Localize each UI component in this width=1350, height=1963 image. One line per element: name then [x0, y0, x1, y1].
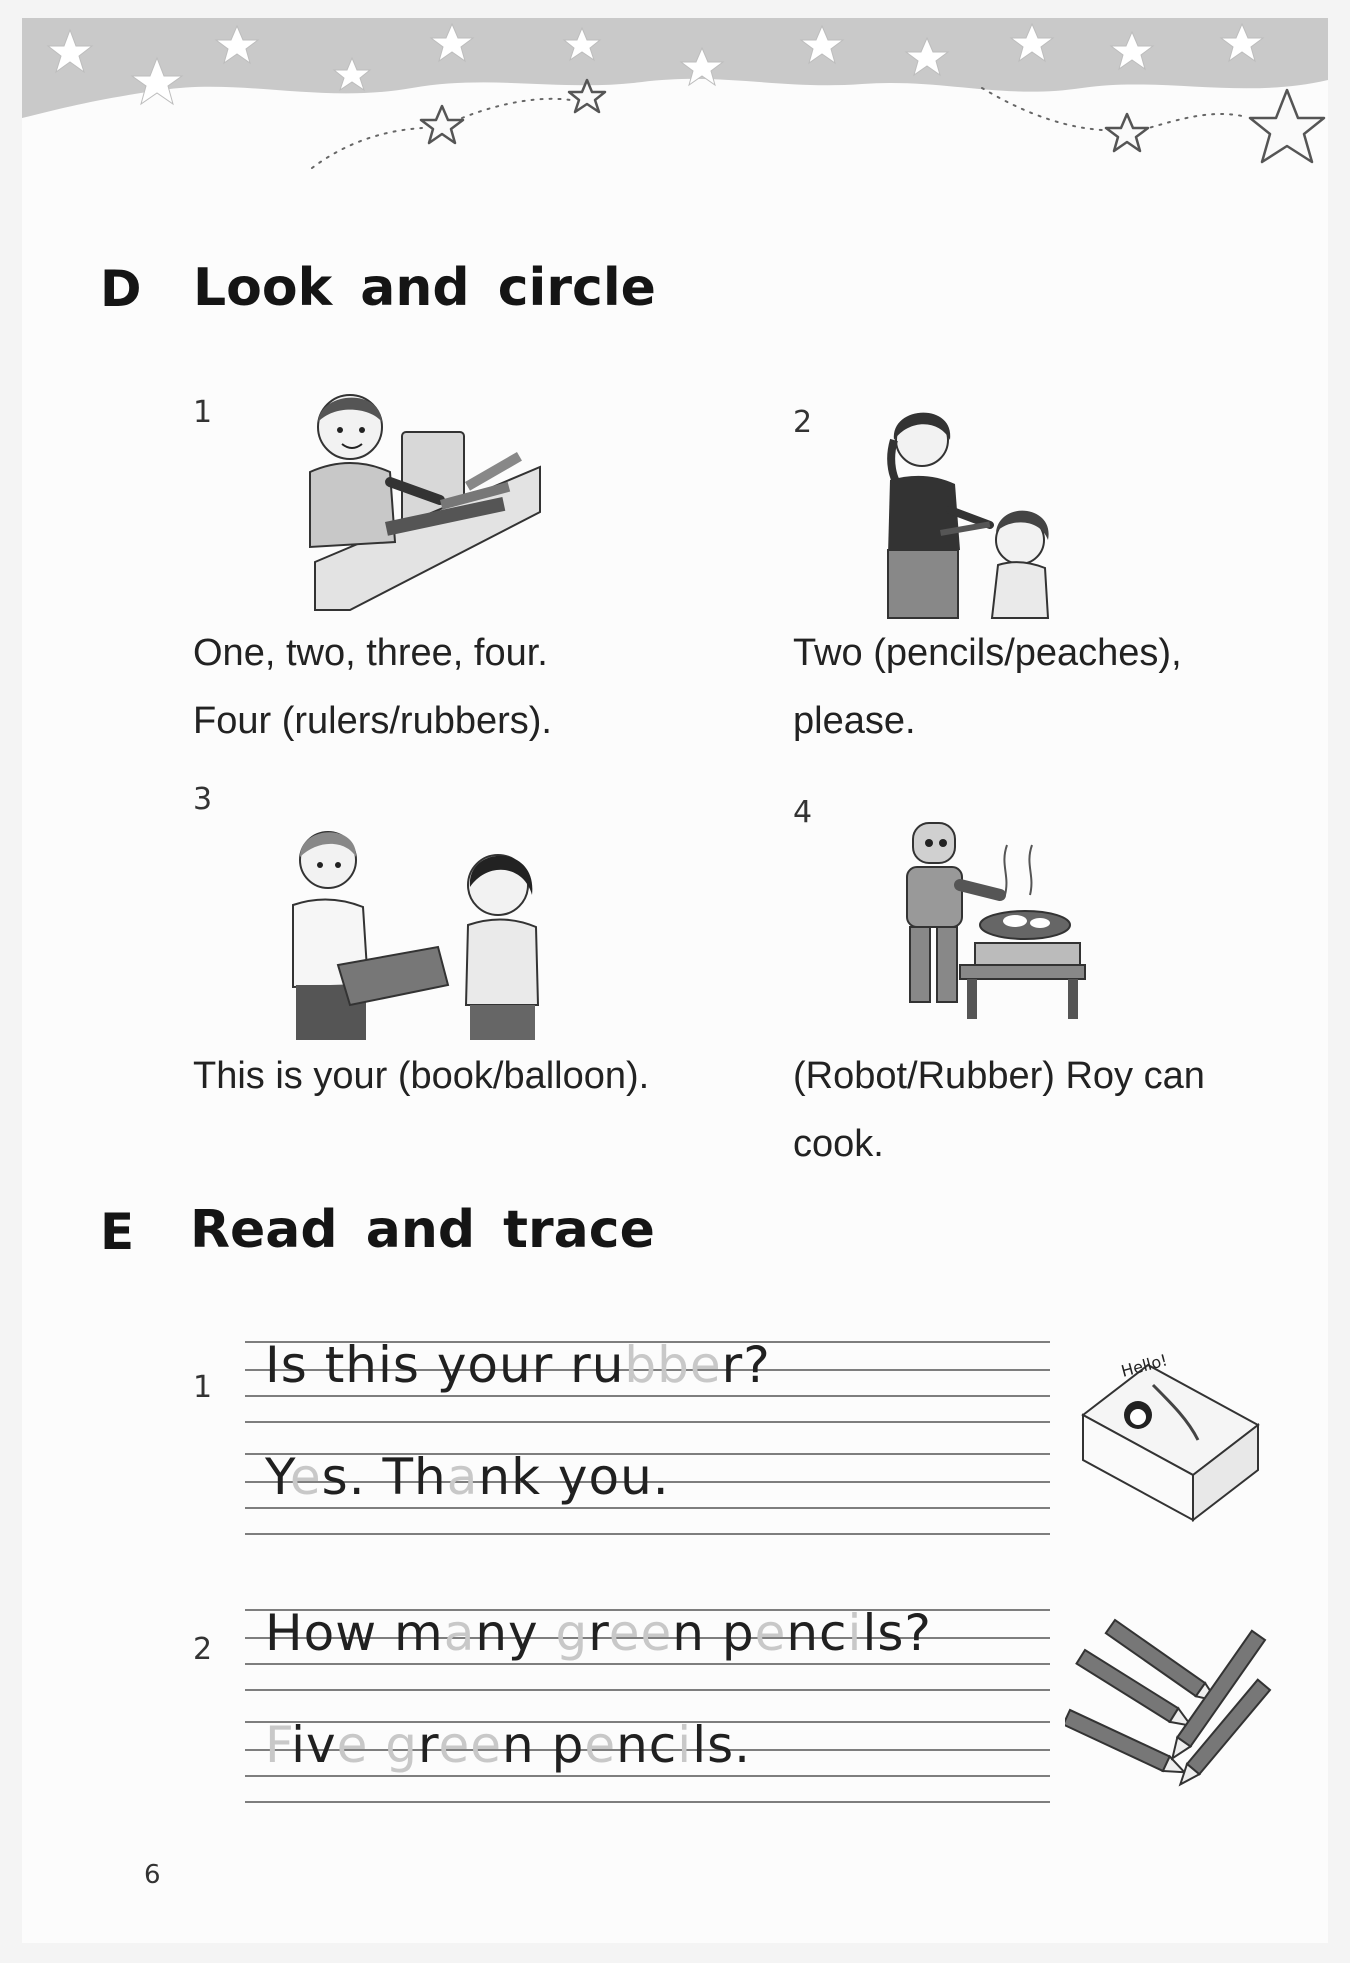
section-title-look-and-circle: Look and circle	[193, 258, 656, 318]
girl-counting-rulers-illustration	[290, 372, 545, 612]
star-outline-icon	[1106, 114, 1148, 151]
item-2-line-2: please.	[793, 700, 916, 742]
printed-letters: ls.	[692, 1716, 752, 1774]
green-pencils-illustration	[1065, 1610, 1275, 1810]
trace-block-2	[245, 1604, 1050, 1808]
star-banner	[22, 18, 1328, 198]
printed-letters: n p	[502, 1716, 585, 1774]
robot-cooking-illustration	[885, 815, 1090, 1025]
printed-letters: ls?	[862, 1604, 932, 1662]
printed-letters: ny	[475, 1604, 556, 1662]
printed-letters: r	[418, 1716, 439, 1774]
faded-trace-letters: ee	[608, 1604, 673, 1662]
faded-trace-letters: F	[265, 1716, 292, 1774]
printed-letters: iv	[291, 1716, 337, 1774]
faded-trace-letters: g	[555, 1604, 589, 1662]
printed-letters: Y	[265, 1448, 290, 1506]
item-2-line-1: Two (pencils/peaches),	[793, 632, 1182, 674]
item-1-line-2: Four (rulers/rubbers).	[193, 700, 552, 742]
eraser-label: Hello!	[1119, 1350, 1170, 1381]
faded-trace-letters: e	[289, 1448, 322, 1506]
printed-letters: r	[588, 1604, 609, 1662]
faded-trace-letters: bbe	[624, 1336, 722, 1394]
item-number: 1	[193, 1370, 213, 1405]
printed-letters: s. Th	[321, 1448, 447, 1506]
printed-letters: Is this your ru	[265, 1336, 625, 1394]
star-outline-icon	[421, 106, 463, 143]
boy-giving-book-illustration	[288, 815, 558, 1040]
eraser-illustration	[1078, 1345, 1263, 1530]
item-number: 1	[193, 395, 213, 430]
printed-letters: r?	[721, 1336, 771, 1394]
trace-question-1	[265, 1336, 771, 1394]
trace-question-2	[265, 1604, 932, 1662]
item-number: 4	[793, 795, 813, 830]
trace-answer-1	[265, 1448, 670, 1506]
item-number: 3	[193, 782, 213, 817]
item-4-line-2: cook.	[793, 1123, 884, 1165]
item-4-line-1: (Robot/Rubber) Roy can	[793, 1055, 1205, 1097]
printed-letters: nc	[786, 1604, 848, 1662]
section-title-read-and-trace: Read and trace	[190, 1200, 655, 1260]
mother-giving-pencils-illustration	[880, 400, 1090, 620]
section-letter-e: E	[100, 1203, 135, 1261]
trace-answer-2	[265, 1716, 751, 1774]
page-number: 6	[144, 1860, 161, 1890]
item-3-line-1: This is your (book/balloon).	[193, 1055, 650, 1097]
faded-trace-letters: e g	[336, 1716, 419, 1774]
item-1-line-1: One, two, three, four.	[193, 632, 548, 674]
star-outline-icon	[1250, 90, 1324, 162]
faded-trace-letters: i	[677, 1716, 693, 1774]
trace-block-1	[245, 1336, 1050, 1540]
printed-letters: nk you.	[478, 1448, 670, 1506]
printed-letters: nc	[616, 1716, 678, 1774]
faded-trace-letters: i	[847, 1604, 863, 1662]
faded-trace-letters: ee	[438, 1716, 503, 1774]
section-letter-d: D	[100, 260, 142, 318]
pencil-icon	[1077, 1650, 1196, 1732]
faded-trace-letters: a	[446, 1448, 479, 1506]
faded-trace-letters: a	[443, 1604, 476, 1662]
printed-letters: n p	[672, 1604, 755, 1662]
item-number: 2	[193, 1632, 213, 1667]
item-number: 2	[793, 405, 813, 440]
faded-trace-letters: e	[754, 1604, 787, 1662]
printed-letters: How m	[265, 1604, 444, 1662]
pencil-icon	[1106, 1620, 1222, 1708]
faded-trace-letters: e	[584, 1716, 617, 1774]
